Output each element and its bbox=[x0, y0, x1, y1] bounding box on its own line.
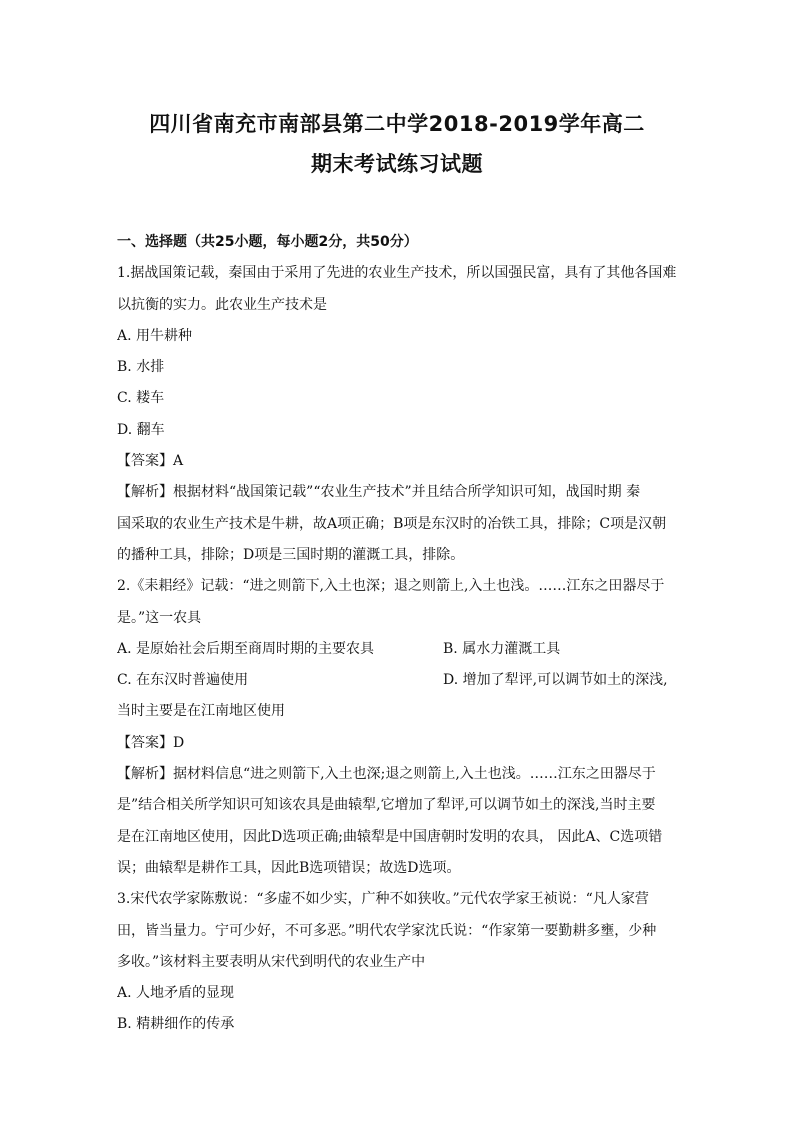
option-b: B. 水排 bbox=[117, 359, 165, 376]
option-a: A. 用牛耕种 bbox=[117, 327, 193, 344]
option-row-cd bbox=[117, 665, 677, 696]
answer-line: 【答案】A bbox=[117, 453, 184, 470]
option-a: A. 是原始社会后期至商周时期的主要农具 bbox=[117, 640, 375, 657]
analysis-line: 【解析】根据材料“战国策记载”“农业生产技术”并且结合所学知识可知，战国时期 秦 bbox=[117, 484, 641, 501]
question-1 bbox=[117, 258, 677, 571]
question-stem: 3.宋代农学家陈敷说：“多虚不如少实，广种不如狭收。”元代农学家王祯说：“凡人家营 bbox=[117, 891, 649, 908]
option-c: C. 耧车 bbox=[117, 390, 165, 407]
analysis-line: 是在江南地区使用，因此D选项正确;曲辕犁是中国唐朝时发明的农具， 因此A、C选项错 bbox=[117, 828, 663, 845]
option-d: D. 增加了犁评,可以调节如土的深浅, bbox=[443, 672, 668, 689]
question-2 bbox=[117, 571, 677, 884]
option-b: B. 精耕细作的传承 bbox=[117, 1016, 235, 1033]
question-3 bbox=[117, 884, 677, 1040]
question-stem: 多收。”该材料主要表明从宋代到明代的农业生产中 bbox=[117, 953, 426, 970]
option-c: C. 在东汉时普遍使用 bbox=[117, 672, 249, 689]
section-heading: 一、选择题（共25小题，每小题2分，共50分） bbox=[117, 234, 418, 250]
question-stem: 1.据战国策记载，秦国由于采用了先进的农业生产技术，所以国强民富，具有了其他各国难 bbox=[117, 265, 677, 282]
option-d-continuation: 当时主要是在江南地区使用 bbox=[117, 703, 285, 720]
analysis-line: 的播种工具，排除；D项是三国时期的灌溉工具，排除。 bbox=[117, 546, 465, 563]
document-title-line1: 四川省南充市南部县第二中学2018-2019学年高二 bbox=[149, 112, 645, 136]
answer-line: 【答案】D bbox=[117, 734, 185, 751]
option-d: D. 翻车 bbox=[117, 421, 165, 438]
analysis-line: 是”结合相关所学知识可知该农具是曲辕犁,它增加了犁评,可以调节如土的深浅,当时主要 bbox=[117, 797, 656, 814]
document-title-line2: 期末考试练习试题 bbox=[311, 152, 483, 176]
question-stem: 田，皆当量力。宁可少好，不可多恶。”明代农学家沈氏说：“作家第一要勤耕多壅，少种 bbox=[117, 922, 657, 939]
question-stem: 是。”这一农具 bbox=[117, 609, 202, 626]
analysis-line: 误；曲辕犁是耕作工具，因此B选项错误；故选D选项。 bbox=[117, 859, 461, 876]
question-stem: 以抗衡的实力。此农业生产技术是 bbox=[117, 296, 327, 313]
document-body bbox=[117, 227, 677, 1041]
option-a: A. 人地矛盾的显现 bbox=[117, 985, 235, 1002]
analysis-line: 国采取的农业生产技术是牛耕，故A项正确；B项是东汉时的冶铁工具，排除；C项是汉朝 bbox=[117, 515, 667, 532]
question-stem: 2.《耒耜经》记载：“进之则箭下,入土也深；退之则箭上,入土也浅。……江东之田器尽于 bbox=[117, 578, 665, 595]
option-row-ab bbox=[117, 634, 677, 665]
analysis-line: 【解析】据材料信息“进之则箭下,入土也深;退之则箭上,入土也浅。……江东之田器尽于 bbox=[117, 766, 656, 783]
option-b: B. 属水力灌溉工具 bbox=[443, 640, 561, 657]
